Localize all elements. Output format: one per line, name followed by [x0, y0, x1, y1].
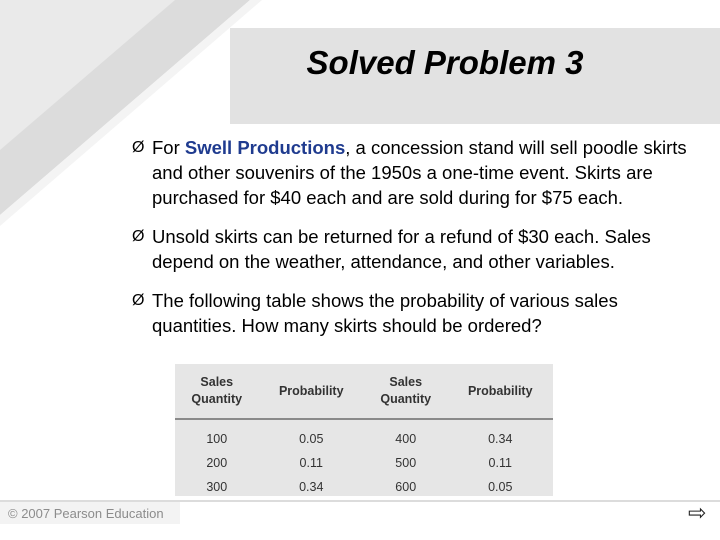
bullet-text: , a concession stand will sell poodle skirts and other souvenirs of the 1950s a one-time event. Skirts are purchased for $40 each and are sold during for $75 each.: [152, 137, 687, 208]
bullet-arrow-icon: Ø: [132, 292, 145, 309]
company-name: Swell Productions: [184, 137, 346, 158]
table-cell: 200: [206, 456, 228, 470]
table-cell: 0.34: [299, 480, 324, 494]
column-header: Probability: [278, 383, 344, 398]
bullet-list: [132, 135, 702, 352]
bullet-text: The following table shows the probability of various sales quantities. How many skirts should be ordered?: [152, 290, 618, 336]
table-cell: 0.11: [488, 456, 512, 470]
bullet-arrow-icon: Ø: [132, 139, 145, 156]
table-row: [175, 451, 553, 475]
table-cell: 500: [395, 456, 417, 470]
bullet-text: Unsold skirts can be returned for a refund of $30 each. Sales depend on the weather, attendance, and other variables.: [152, 226, 651, 272]
next-slide-arrow-icon[interactable]: ⇨: [688, 500, 707, 525]
table-cell: 600: [395, 480, 417, 494]
table-cell: 400: [395, 432, 417, 446]
bullet-text: For: [152, 137, 185, 158]
table-cell: 0.34: [488, 432, 513, 446]
table-cell: 0.05: [488, 480, 513, 494]
table-cell: 300: [206, 480, 228, 494]
bullet-item: [132, 224, 702, 274]
table-cell: 100: [206, 432, 228, 446]
table-cell: 0.11: [299, 456, 323, 470]
copyright-text: © 2007 Pearson Education: [8, 506, 164, 521]
bullet-arrow-icon: Ø: [132, 228, 145, 245]
table-row: [175, 475, 553, 499]
table-header-row: [175, 364, 553, 419]
sales-probability-table: [175, 364, 553, 496]
table-cell: 0.05: [299, 432, 324, 446]
column-header: Sales Quantity: [191, 375, 243, 406]
bullet-item: [132, 135, 702, 210]
column-header: Probability: [467, 383, 533, 398]
column-header: Sales Quantity: [380, 375, 432, 406]
table-row: [175, 419, 553, 451]
slide-title: Solved Problem 3: [306, 44, 584, 81]
bullet-item: [132, 288, 702, 338]
